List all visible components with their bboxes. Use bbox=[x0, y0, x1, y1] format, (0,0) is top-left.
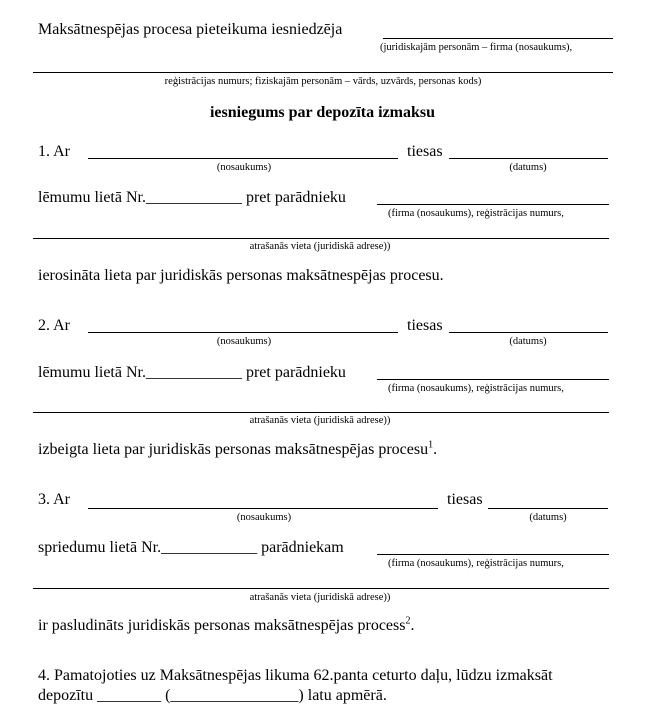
section1-debtor-field[interactable] bbox=[377, 204, 609, 205]
section3-number: 3. Ar bbox=[38, 491, 70, 508]
section2-address-caption: atrašanās vieta (juridiskā adrese)) bbox=[249, 415, 391, 426]
section3-result-end: . bbox=[410, 617, 415, 634]
applicant-label: Maksātnespējas procesa pieteikuma iesniedzēja bbox=[38, 21, 343, 38]
section4-line2: depozītu ________ (________________) latu apmērā. bbox=[38, 687, 387, 704]
section2-court-label: tiesas bbox=[407, 317, 443, 334]
section2-court-field[interactable] bbox=[88, 332, 398, 333]
applicant-field[interactable] bbox=[383, 38, 613, 39]
applicant-caption: (juridiskajām personām – firma (nosaukums), bbox=[380, 42, 573, 53]
section3-decision: spriedumu lietā Nr.____________ parādniekam bbox=[38, 539, 344, 556]
section1-court-field[interactable] bbox=[88, 158, 398, 159]
section1-address-field[interactable] bbox=[33, 238, 609, 239]
section2-date-caption: (datums) bbox=[509, 336, 547, 347]
section1-date-field[interactable] bbox=[449, 158, 608, 159]
section3-court-label: tiesas bbox=[447, 491, 483, 508]
section3-name-caption: (nosaukums) bbox=[236, 512, 292, 523]
section1-court-label: tiesas bbox=[407, 143, 443, 160]
section1-address-caption: atrašanās vieta (juridiskā adrese)) bbox=[249, 241, 391, 252]
section2-decision: lēmumu lietā Nr.____________ pret parādnieku bbox=[38, 364, 346, 381]
section3-address-caption: atrašanās vieta (juridiskā adrese)) bbox=[249, 592, 391, 603]
section3-debtor-field[interactable] bbox=[377, 554, 609, 555]
footnote-ref-1: 1 bbox=[428, 439, 434, 451]
section2-result bbox=[38, 441, 437, 459]
section3-result-text: ir pasludināts juridiskās personas maksātnespējas process bbox=[38, 617, 406, 634]
footnote-ref-2: 2 bbox=[405, 615, 411, 627]
section1-date-caption: (datums) bbox=[509, 162, 547, 173]
section2-date-field[interactable] bbox=[449, 332, 608, 333]
section2-address-field[interactable] bbox=[33, 412, 609, 413]
section2-debtor-field[interactable] bbox=[377, 379, 609, 380]
section3-result bbox=[38, 617, 414, 635]
section1-result: ierosināta lieta par juridiskās personas maksātnespējas procesu. bbox=[38, 267, 444, 284]
applicant-caption-2: reģistrācijas numurs; fiziskajām personām – vārds, uzvārds, personas kods) bbox=[164, 76, 482, 87]
section1-decision: lēmumu lietā Nr.____________ pret parādnieku bbox=[38, 189, 346, 206]
document-title: iesniegums par depozīta izmaksu bbox=[209, 104, 436, 121]
section2-result-end: . bbox=[433, 441, 438, 458]
section2-name-caption: (nosaukums) bbox=[216, 336, 272, 347]
section3-firm-caption: (firma (nosaukums), reģistrācijas numurs, bbox=[388, 558, 564, 569]
section2-result-text: izbeigta lieta par juridiskās personas maksātnespējas procesu bbox=[38, 441, 429, 458]
section1-firm-caption: (firma (nosaukums), reģistrācijas numurs, bbox=[388, 208, 564, 219]
section3-court-field[interactable] bbox=[88, 508, 438, 509]
section2-firm-caption: (firma (nosaukums), reģistrācijas numurs, bbox=[388, 383, 564, 394]
applicant-field-2[interactable] bbox=[33, 72, 613, 73]
section4-line1: 4. Pamatojoties uz Maksātnespējas likuma 62.panta ceturto daļu, lūdzu izmaksāt bbox=[38, 667, 553, 684]
section1-number: 1. Ar bbox=[38, 143, 70, 160]
section2-number: 2. Ar bbox=[38, 317, 70, 334]
section3-address-field[interactable] bbox=[33, 588, 609, 589]
section1-name-caption: (nosaukums) bbox=[216, 162, 272, 173]
section3-date-caption: (datums) bbox=[529, 512, 567, 523]
section3-date-field[interactable] bbox=[488, 508, 608, 509]
